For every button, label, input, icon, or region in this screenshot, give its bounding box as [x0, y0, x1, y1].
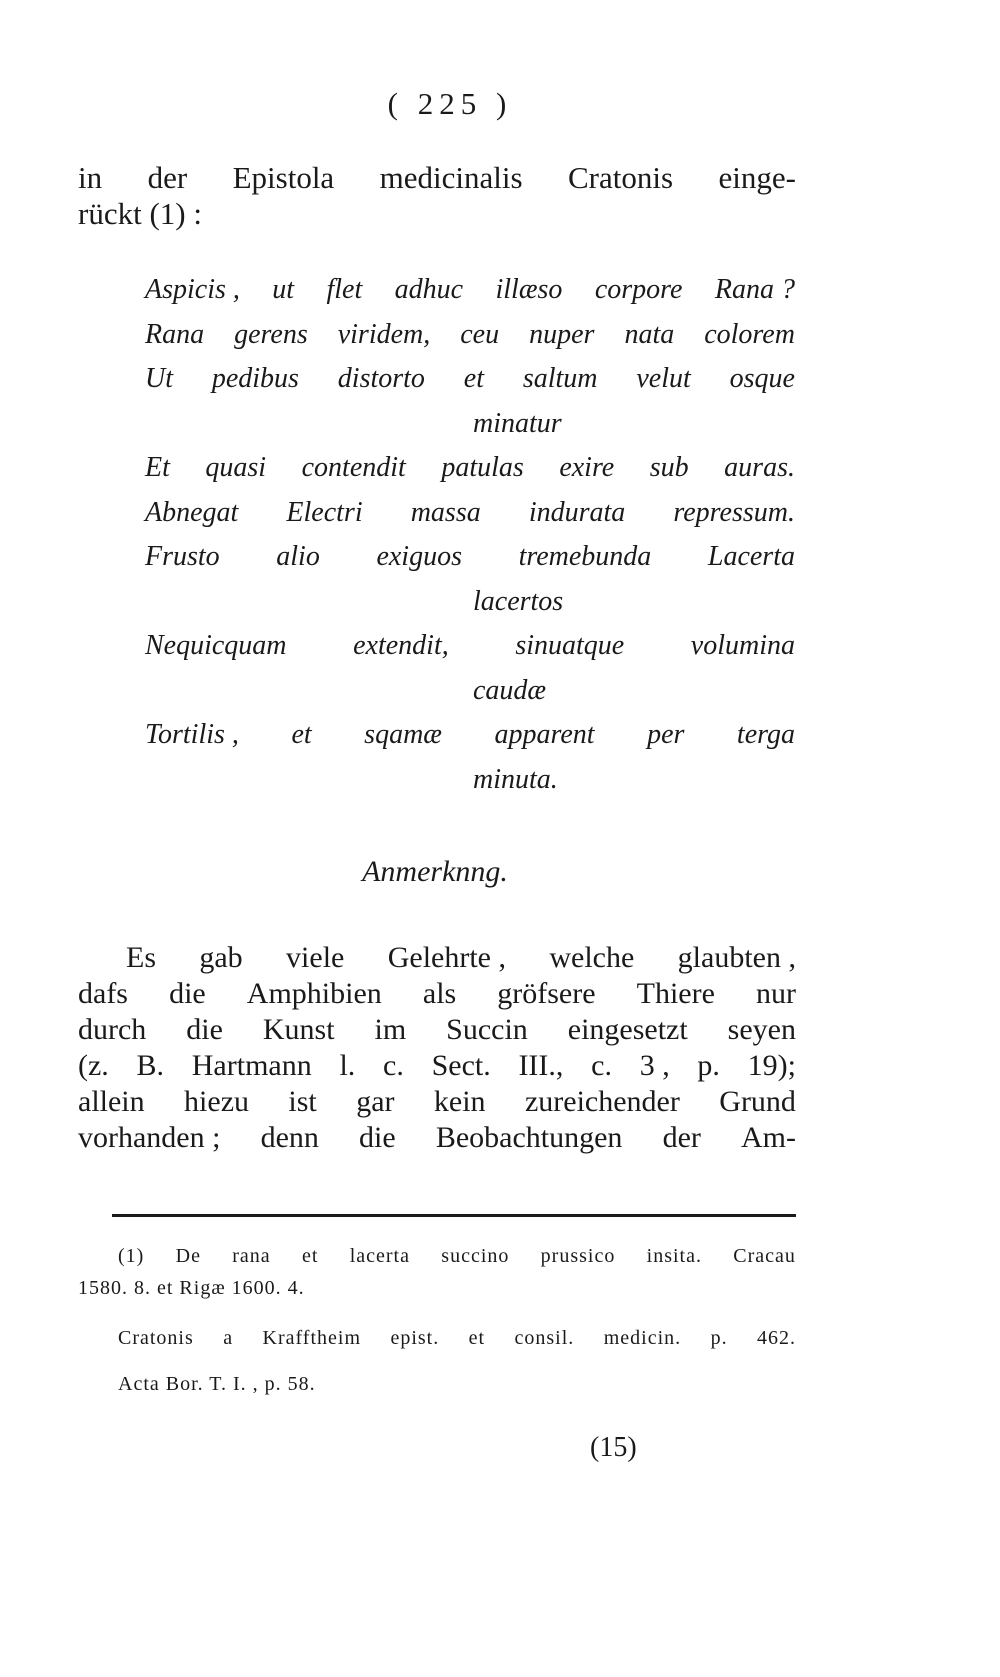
- body-word: Thiere: [636, 977, 715, 1010]
- footnote-word: a: [223, 1327, 234, 1349]
- verse-word: apparent: [494, 719, 595, 750]
- intro-word: medicinalis: [379, 160, 523, 195]
- body-word: ist: [288, 1085, 317, 1118]
- body-word: Grund: [719, 1085, 796, 1118]
- body-word: Amphibien: [246, 977, 382, 1010]
- body-word: c.: [591, 1049, 612, 1082]
- latin-poem: [145, 268, 795, 802]
- verse-line: [145, 713, 795, 758]
- footnote-word: De: [175, 1245, 201, 1267]
- body-word: B.: [136, 1049, 165, 1082]
- verse-continuation: [145, 758, 795, 803]
- verse-word: sqamæ: [364, 719, 442, 750]
- verse-word: indurata: [528, 496, 626, 528]
- verse-line: [145, 535, 795, 580]
- body-word: III.,: [518, 1049, 564, 1082]
- body-line: [78, 1120, 796, 1156]
- body-word: der: [662, 1121, 701, 1154]
- body-word: hiezu: [184, 1085, 250, 1118]
- verse-word: lacertos: [473, 585, 564, 617]
- signature-mark: (15): [590, 1432, 637, 1463]
- verse-word: sub: [649, 452, 689, 483]
- footnote-word: rana: [232, 1245, 271, 1267]
- body-word: c.: [383, 1049, 404, 1082]
- body-word: gab: [199, 941, 243, 974]
- footnote-word: prussico: [540, 1245, 616, 1267]
- body-line: [78, 940, 796, 976]
- verse-word: Et: [145, 452, 170, 483]
- body-word: zureichender: [524, 1085, 680, 1118]
- verse-line: [145, 491, 795, 536]
- body-word: Succin: [446, 1013, 528, 1046]
- verse-word: gerens: [234, 318, 308, 350]
- footnote-word: consil.: [514, 1327, 575, 1349]
- body-word: die: [169, 977, 206, 1010]
- body-word: viele: [286, 941, 345, 974]
- verse-word: terga: [736, 719, 795, 750]
- footnote-word: Krafftheim: [262, 1327, 362, 1349]
- intro-word: einge-: [718, 160, 796, 195]
- page-number: ( 225 ): [387, 86, 513, 121]
- verse-word: extendit,: [353, 630, 449, 661]
- verse-word: Tortilis ,: [145, 719, 239, 750]
- footnote-word: Cratonis: [118, 1327, 194, 1349]
- verse-word: Rana ?: [714, 274, 795, 305]
- body-word: p.: [697, 1049, 720, 1082]
- intro-word: Epistola: [232, 160, 335, 195]
- body-line: [78, 976, 796, 1012]
- section-heading: Anmerknng.: [362, 855, 508, 888]
- verse-word: patulas: [441, 452, 524, 483]
- intro-word: in: [78, 160, 103, 195]
- body-line: [78, 1048, 796, 1084]
- verse-word: osque: [729, 363, 795, 394]
- verse-word: colorem: [704, 318, 795, 350]
- body-word: Hartmann: [191, 1049, 312, 1082]
- footnote-word: Cracau: [733, 1245, 796, 1267]
- footnote-3: Acta Bor. T. I. , p. 58.: [118, 1373, 316, 1395]
- body-word: vorhanden ;: [78, 1121, 221, 1154]
- footnote-word: (1): [118, 1245, 145, 1267]
- body-word: Am-: [741, 1121, 796, 1154]
- verse-word: tremebunda: [518, 541, 652, 572]
- verse-word: exiguos: [376, 541, 462, 572]
- footnote-word: p.: [710, 1327, 728, 1349]
- body-word: Es: [126, 941, 156, 974]
- intro-word: der: [147, 160, 188, 195]
- footnote-word: epist.: [390, 1327, 440, 1349]
- verse-word: nata: [624, 318, 675, 350]
- verse-continuation: [145, 402, 795, 447]
- verse-line: [145, 357, 795, 402]
- body-word: im: [374, 1013, 407, 1046]
- body-word: 19);: [747, 1049, 796, 1082]
- verse-word: auras.: [724, 452, 795, 483]
- verse-continuation: [145, 669, 795, 714]
- verse-word: repressum.: [673, 496, 795, 528]
- body-word: gröfsere: [497, 977, 596, 1010]
- verse-word: Electri: [286, 496, 363, 528]
- footnote-word: et: [301, 1245, 319, 1267]
- footnote-rule: [112, 1214, 796, 1217]
- verse-word: flet: [326, 274, 363, 305]
- verse-word: Abnegat: [145, 496, 239, 528]
- body-paragraph: [78, 940, 796, 1156]
- verse-word: quasi: [205, 452, 267, 483]
- verse-word: Lacerta: [707, 541, 795, 572]
- intro-paragraph: [78, 160, 796, 232]
- body-word: seyen: [727, 1013, 796, 1046]
- verse-word: nuper: [529, 318, 595, 350]
- intro-line-1: [78, 160, 796, 196]
- verse-word: Rana: [145, 318, 205, 350]
- verse-word: adhuc: [394, 274, 464, 305]
- verse-word: massa: [410, 496, 481, 528]
- body-word: dafs: [78, 977, 128, 1010]
- footnote-2: [78, 1322, 796, 1354]
- verse-word: viridem,: [337, 318, 431, 350]
- verse-continuation: [145, 580, 795, 625]
- verse-line: [145, 446, 795, 491]
- verse-word: ceu: [460, 318, 500, 350]
- verse-word: contendit: [301, 452, 406, 483]
- body-word: eingesetzt: [567, 1013, 688, 1046]
- intro-word: Cratonis: [567, 160, 674, 195]
- verse-word: pedibus: [211, 363, 299, 394]
- verse-word: minuta.: [473, 763, 558, 795]
- body-line: [78, 1084, 796, 1120]
- footnote-1-line-2: 1580. 8. et Rigæ 1600. 4.: [78, 1277, 305, 1299]
- verse-word: et: [291, 719, 312, 750]
- body-word: gar: [356, 1085, 395, 1118]
- body-word: die: [359, 1121, 396, 1154]
- body-line: [78, 1012, 796, 1048]
- verse-word: corpore: [594, 274, 683, 305]
- body-word: kein: [433, 1085, 486, 1118]
- verse-word: saltum: [522, 363, 598, 394]
- verse-word: illæso: [495, 274, 563, 305]
- intro-line-2: rückt (1) :: [78, 196, 202, 231]
- verse-line: [145, 268, 795, 313]
- body-word: welche: [549, 941, 635, 974]
- body-word: durch: [78, 1013, 147, 1046]
- body-word: 3 ,: [639, 1049, 670, 1082]
- verse-word: Ut: [145, 363, 173, 394]
- verse-word: Nequicquam: [145, 630, 287, 661]
- verse-word: per: [647, 719, 685, 750]
- verse-word: sinuatque: [515, 630, 625, 661]
- verse-word: ut: [272, 274, 295, 305]
- verse-word: et: [463, 363, 484, 394]
- footnotes: [78, 1240, 796, 1400]
- footnote-word: insita.: [646, 1245, 702, 1267]
- verse-word: minatur: [473, 407, 562, 439]
- footnote-word: 462.: [756, 1327, 796, 1349]
- footnote-word: lacerta: [349, 1245, 410, 1267]
- body-word: als: [422, 977, 457, 1010]
- footnote-word: et: [468, 1327, 486, 1349]
- verse-line: [145, 624, 795, 669]
- footnote-word: medicin.: [603, 1327, 682, 1349]
- body-word: allein: [78, 1085, 145, 1118]
- body-word: die: [186, 1013, 223, 1046]
- verse-word: Aspicis ,: [145, 274, 240, 305]
- verse-word: Frusto: [145, 541, 220, 572]
- body-word: Sect.: [431, 1049, 491, 1082]
- body-word: Gelehrte ,: [387, 941, 506, 974]
- footnote-word: succino: [441, 1245, 510, 1267]
- verse-word: volumina: [690, 630, 795, 661]
- body-word: denn: [260, 1121, 319, 1154]
- verse-word: distorto: [337, 363, 425, 394]
- verse-word: exire: [559, 452, 615, 483]
- body-word: nur: [756, 977, 796, 1010]
- verse-word: velut: [636, 363, 691, 394]
- verse-word: alio: [276, 541, 320, 572]
- body-word: (z.: [78, 1049, 109, 1082]
- verse-word: caudæ: [473, 674, 547, 706]
- body-word: l.: [339, 1049, 356, 1082]
- body-word: glaubten ,: [677, 941, 796, 974]
- verse-line: [145, 313, 795, 358]
- footnote-1-line-1: [78, 1240, 796, 1272]
- body-word: Beobachtungen: [435, 1121, 623, 1154]
- body-word: Kunst: [262, 1013, 335, 1046]
